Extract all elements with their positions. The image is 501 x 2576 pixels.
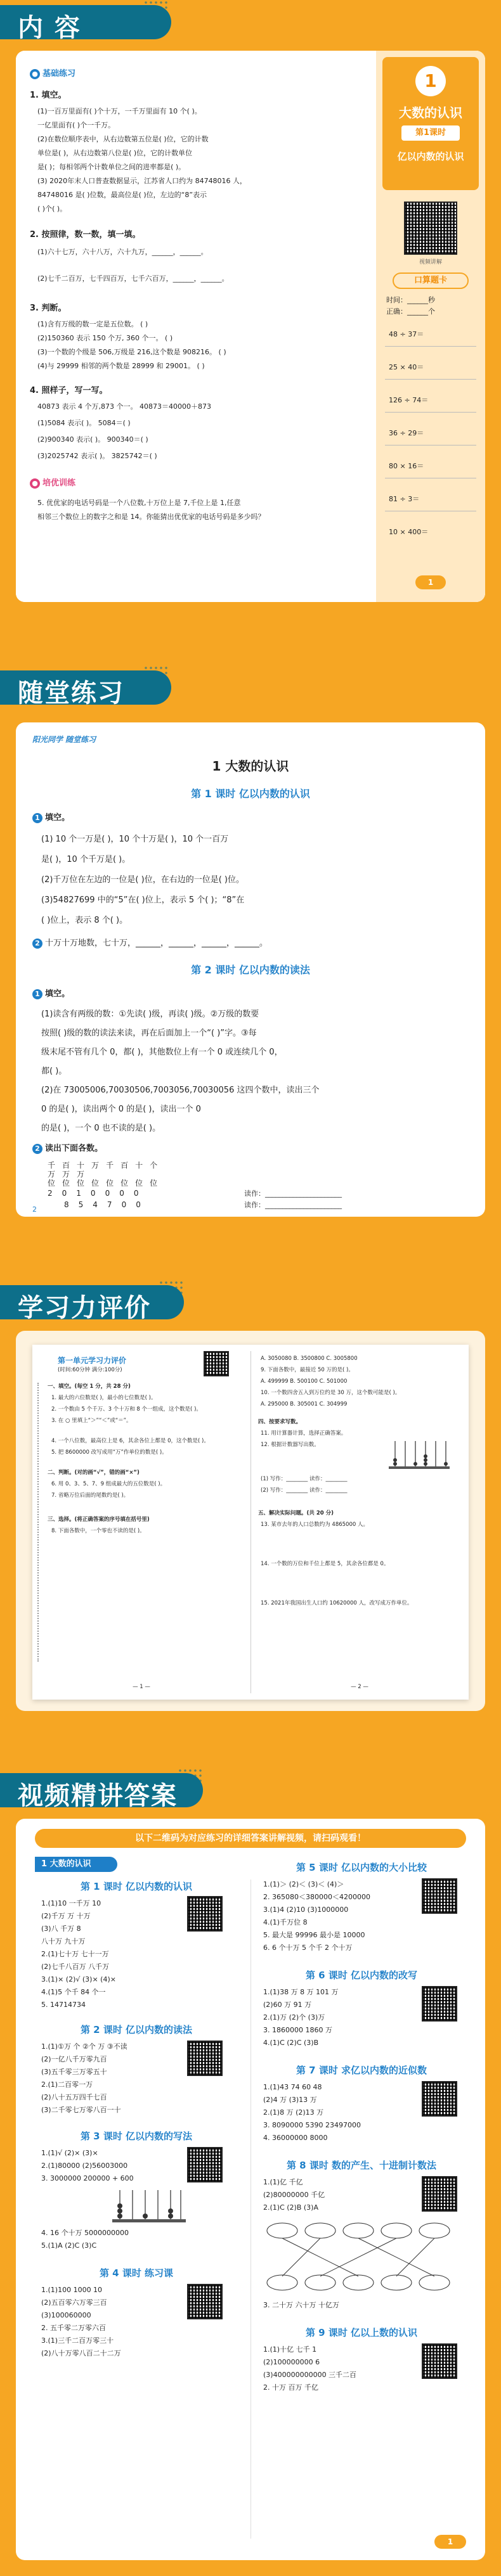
lesson-label: 第1课时	[401, 125, 460, 141]
q1-line: ( )个( )。	[37, 205, 67, 213]
lesson-title: 亿以内数的认识	[397, 151, 464, 162]
q3-title: 3. 判断。	[30, 304, 67, 313]
answer-line: 5. 最大是 99996 最小是 10000	[263, 1931, 365, 1939]
q1-line: 84748016 是( )位数，最高位是( )位，左边的“8”表示	[37, 191, 207, 199]
l2-q2-title	[32, 1143, 103, 1155]
q3-line: (1)含有万级的数一定是五位数。 ( )	[37, 320, 148, 328]
eval-section: 五、解决实际问题。(共 20 分)	[258, 1510, 334, 1516]
answer-line: 1.(1)10 一千万 10	[41, 1899, 101, 1907]
answer-line: 2.(1)8 万 (2)13 万	[263, 2108, 324, 2117]
q4-line: 40873 表示 4 个万,873 个一。 40873＝40000＋873	[37, 402, 211, 411]
oral-item: 25 × 40＝	[389, 363, 424, 371]
th: 百	[120, 1161, 136, 1170]
eval-line: 6. 用 0、3、5、7、9 组成最大的五位数是( )。	[51, 1481, 166, 1487]
answer-block-title: 第 7 课时 求亿以内数的近似数	[296, 2065, 427, 2076]
answer-line: (2)100000000 6	[263, 2358, 320, 2366]
read-label: 读作：______________________	[244, 1201, 342, 1209]
advanced-title	[30, 478, 75, 489]
th: 位	[91, 1179, 107, 1188]
answer-line: 2. 十万 百万 千亿	[263, 2383, 318, 2392]
brand-logo: 阳光同学 随堂练习	[32, 735, 96, 744]
table-row	[64, 1200, 150, 1209]
answer-block-title: 第 4 课时 练习课	[99, 2267, 174, 2279]
eval-line: 11. 用计算器计算，选择正确答案。	[261, 1430, 347, 1437]
th: 万	[91, 1161, 107, 1170]
td: 1	[76, 1189, 91, 1198]
eval-line: 10. 一个数四舍五入到万位约是 30 万，这个数可能是( )。	[261, 1390, 401, 1396]
l2-line: 0 的是( )，读出两个 0 的是( )，读出一个 0	[41, 1105, 201, 1114]
read-label: 读作：______________________	[244, 1189, 342, 1198]
th: 位	[135, 1179, 150, 1188]
eval-line: (1) 写作：________ 读作：________	[261, 1476, 348, 1482]
divider	[385, 379, 476, 380]
content-page	[16, 51, 485, 602]
qr-code-icon[interactable]	[204, 1351, 229, 1376]
l1-q1-title	[32, 812, 70, 824]
lesson2-title: 第 2 课时 亿以内数的读法	[191, 964, 310, 976]
td: 2	[48, 1189, 62, 1198]
section-header-content	[0, 0, 190, 42]
oral-item: 80 × 16＝	[389, 462, 424, 470]
answer-line: 3.(1)× (2)√ (3)× (4)×	[41, 1975, 116, 1983]
qr-code-icon[interactable]	[404, 202, 457, 255]
q4-line: (1)5084 表示( )。 5084＝( )	[37, 419, 131, 427]
answer-line: 1.(1)43 74 60 48	[263, 2083, 322, 2091]
answer-line: 2.(1)80000 (2)56003000	[41, 2162, 128, 2170]
answer-line: (3)400000000000 三千二百	[263, 2371, 357, 2379]
page-number: 1	[434, 2535, 466, 2549]
qr-code-icon[interactable]	[422, 2176, 457, 2212]
decor-dots	[143, 665, 169, 691]
th: 位	[106, 1179, 121, 1188]
section-header-practice	[0, 665, 190, 708]
answer-line: 3. 3000000 200000 + 600	[41, 2174, 134, 2182]
binding-line	[37, 1383, 42, 1662]
td: 0	[136, 1200, 150, 1209]
q4-line: (2)900340 表示( )。 900340＝( )	[37, 435, 148, 444]
answer-line: 八十万 九十万	[41, 1937, 86, 1945]
q-number-icon: 1	[32, 813, 42, 823]
eval-line: 3. 在 ○ 里填上“＞”“＜”或“＝”。	[51, 1418, 132, 1424]
oral-item: 36 ÷ 29＝	[389, 429, 424, 437]
th: 万	[48, 1170, 63, 1179]
td: 4	[93, 1200, 107, 1209]
l2-line: 都( )。	[41, 1067, 67, 1076]
decor-dots	[159, 1280, 184, 1305]
qr-code-icon[interactable]	[187, 2041, 223, 2076]
section-title: 内 容	[18, 13, 81, 42]
q3-line: (2)150360 表示 150 个万, 360 个一。 ( )	[37, 334, 173, 342]
unit-box	[382, 57, 479, 190]
eval-line: 14. 一个数的万位和千位上都是 5，其余各位都是 0。	[261, 1561, 389, 1567]
time-label: 时间：______秒	[386, 296, 435, 304]
answer-line: 4. 36000000 8000	[263, 2134, 328, 2142]
oral-item: 126 ÷ 74＝	[389, 396, 429, 404]
eval-section: 四、按要求写数。	[258, 1419, 302, 1425]
eval-line: 5. 把 8600000 改写成用“万”作单位的数是( )。	[51, 1449, 167, 1456]
page-number: 1	[415, 575, 446, 589]
eval-sub: (时间:60分钟 满分:100分)	[58, 1367, 122, 1373]
th: 位	[48, 1179, 63, 1188]
abacus-icon	[387, 1439, 451, 1470]
matching-diagram	[263, 2218, 453, 2294]
eval-line: (2) 写作：________ 读作：________	[261, 1487, 348, 1494]
answer-line: 1.(1)＞ (2)＜ (3)＜ (4)＞	[263, 1880, 344, 1888]
l1-line: 是( )，10 个千万是( )。	[41, 855, 131, 864]
oral-item: 10 × 400＝	[389, 528, 429, 536]
q3-line: (3)一个数的个级是 506,万级是 216,这个数是 908216。 ( )	[37, 348, 226, 356]
answer-block-title: 第 6 课时 亿以内数的改写	[305, 1970, 418, 1981]
l2-line: (2)在 73005006,70030506,7003056,70030056 这四个数中，读出三个	[41, 1086, 320, 1095]
l1-line: (3)54827699 中的“5”在( )位上，表示 5 个( )；“8”在	[41, 895, 245, 905]
td: 0	[119, 1189, 134, 1198]
td: 0	[62, 1189, 77, 1198]
answer-line: (3)八 千万 8	[41, 1925, 81, 1933]
answer-line: 3. 1860000 1860 万	[263, 2026, 332, 2034]
oral-item: 81 ÷ 3＝	[389, 495, 420, 503]
table-head-row3	[48, 1177, 164, 1188]
answer-line: 1.(1)十亿 七千 1	[263, 2345, 317, 2354]
practice-page-card	[16, 722, 485, 1217]
answer-line: 3. 8090000 5390 23497000	[263, 2121, 361, 2129]
q-number-icon: 2	[32, 939, 42, 949]
answer-line: (2)60 万 91 万	[263, 2001, 312, 2009]
answer-line: 5.(1)A (2)C (3)C	[41, 2241, 97, 2250]
q1-line: 单位是( )，从右边数第八位是( )位，它的计数单位	[37, 149, 193, 157]
q1-line: (3) 2020年末人口普查数据显示，江苏省人口约为 84748016 人，	[37, 177, 247, 185]
advanced-title-text: 培优训练	[42, 478, 76, 488]
q2-title: 2. 按照律，数一数，填一填。	[30, 230, 141, 240]
oral-card-title: 口算题卡	[393, 272, 469, 289]
basic-title-text: 基础练习	[42, 69, 76, 79]
answer-line: (2)八十万零八百二十二万	[41, 2349, 121, 2357]
page-number: — 2 —	[351, 1684, 368, 1690]
qr-code-icon[interactable]	[422, 1878, 457, 1914]
unit-number: 1	[415, 66, 446, 96]
td: 8	[64, 1200, 79, 1209]
answer-line: (2)4 万 (3)13 万	[263, 2096, 317, 2104]
qr-code-icon[interactable]	[422, 2081, 457, 2117]
answer-line: (2)五百零六万零三百	[41, 2298, 107, 2307]
eval-line: 13. 某市去年的人口总数约为 4865000 人。	[261, 1522, 368, 1528]
q1-line: 是( )；每相邻两个计数单位之间的进率都是( )。	[37, 163, 186, 171]
answer-line: 2.(1)二百零一万	[41, 2080, 93, 2089]
td: 0	[105, 1189, 120, 1198]
read-label-text: 读作：	[244, 1189, 265, 1198]
l1-line: ( )位上，表示 8 个( )。	[41, 916, 128, 925]
table-row	[48, 1189, 148, 1198]
q5-line: 相邻三个数位上的数字之和是 14。你能猜出优优家的电话号码是多少吗？	[37, 513, 265, 521]
answer-line: 2. 365080＜380000＜4200000	[263, 1893, 370, 1901]
answer-block-title: 第 3 课时 亿以内数的写法	[80, 2131, 193, 2142]
q4-title: 4. 照样子，写一写。	[30, 386, 108, 395]
section-title: 学习力评价	[18, 1293, 151, 1323]
unit-title: 大数的认识	[399, 105, 462, 120]
answer-line: 3. 二十万 六十万 十亿万	[263, 2301, 339, 2309]
divider	[385, 346, 476, 347]
th: 千	[48, 1161, 63, 1170]
answer-line: 4.(1)千万位 8	[263, 1918, 308, 1926]
l1-q1-text: 填空。	[45, 813, 70, 823]
q2-line: (2)七千二百万，七千四百万，七千六百万，______，______。	[37, 274, 229, 283]
section-header-eval	[0, 1280, 190, 1323]
th: 十	[77, 1161, 92, 1170]
q1-line: (2)在数位顺序表中，从右边数第五位是( )位，它的计数	[37, 135, 209, 143]
l2-q2-text: 读出下面各数。	[45, 1144, 103, 1153]
eval-line: A. 499999 B. 500100 C. 501000	[261, 1378, 348, 1385]
answer-block-title: 第 2 课时 亿以内数的读法	[80, 2024, 193, 2035]
page-number: 2	[32, 1205, 37, 1214]
correct-label: 正确：______个	[386, 307, 435, 316]
td: 0	[133, 1189, 148, 1198]
th: 千	[106, 1161, 121, 1170]
eval-section: 一、填空。(每空 1 分，共 28 分)	[48, 1383, 131, 1390]
answer-line: 5. 14714734	[41, 2001, 86, 2009]
eval-line: 15. 2021年我国出生人口约 10620000 人，改写成万作单位。	[261, 1600, 413, 1606]
th: 位	[77, 1179, 92, 1188]
th: 位	[62, 1179, 77, 1188]
td: 7	[107, 1200, 122, 1209]
basic-practice-title	[30, 68, 75, 80]
eval-sheet	[32, 1345, 469, 1700]
th: 十	[135, 1161, 150, 1170]
answer-line: (2)一亿八千万零九百	[41, 2055, 107, 2063]
l1-q2	[32, 938, 268, 949]
eval-line: 8. 下面各数中，一个零也不读的是( )。	[51, 1528, 145, 1534]
read-label-text: 读作：	[244, 1201, 265, 1209]
answer-line: (2)八十五万四千七百	[41, 2093, 107, 2101]
section-tab	[0, 1773, 203, 1810]
eval-card	[16, 1331, 485, 1711]
l1-line: (2)千万位在左边的一位是( )位，在右边的一位是( )位。	[41, 875, 244, 885]
eval-line: 7. 省略万位后面的尾数约是( )。	[51, 1492, 129, 1499]
eval-section: 三、选择。(将正确答案的序号填在括号里)	[48, 1516, 150, 1523]
answer-block-title: 第 1 课时 亿以内数的认识	[80, 1881, 193, 1892]
q-number-icon: 2	[32, 1144, 42, 1154]
th: 万	[62, 1170, 77, 1179]
q2-line: (1)六十七万，六十八万，六十九万，______，______。	[37, 248, 208, 256]
answer-block-title: 第 9 课时 亿以上数的认识	[305, 2327, 418, 2338]
answer-line: (3)二千零七万零八百一十	[41, 2106, 121, 2114]
answer-line: 4. 16 个十万 5000000000	[41, 2229, 129, 2237]
eval-line: A. 3050080 B. 3500800 C. 3005800	[261, 1355, 358, 1362]
th: 位	[150, 1179, 165, 1188]
answer-line: 4.(1)5 个千 84 个一	[41, 1988, 106, 1996]
l1-line: (1) 10 个一万是( )，10 个十万是( )，10 个一百万	[41, 835, 229, 844]
qr-code-icon[interactable]	[422, 1986, 457, 2022]
q5-line: 5. 优优家的电话号码是一个八位数,十万位上是 7,千位上是 1,任意	[37, 499, 241, 507]
eval-left-title: 第一单元学习力评价	[58, 1356, 127, 1365]
qr-code-icon[interactable]	[187, 2284, 223, 2319]
answer-line: (2)80000000 千亿	[263, 2191, 325, 2199]
page-number: — 1 —	[133, 1684, 150, 1690]
unit-pill: 1 大数的认识	[35, 1857, 117, 1872]
th: 万	[77, 1170, 92, 1179]
answer-line: 2.(1)万 (2)个 (3)万	[263, 2013, 325, 2022]
answer-line: 2. 五千零二万零六百	[41, 2324, 106, 2332]
qr-label: 视频讲解	[419, 259, 442, 266]
answers-card	[16, 1819, 485, 2560]
answer-block-title: 第 5 课时 亿以内数的大小比较	[296, 1862, 427, 1873]
answer-line: 4.(1)C (2)C (3)B	[263, 2039, 319, 2047]
eval-line: 9. 下面各数中，最接近 50 万的是( )。	[261, 1367, 354, 1373]
eval-line: 2. 一个数由 5 个千万、3 个十万和 8 个一组成，这个数是( )。	[51, 1406, 202, 1413]
q1-line: (1)一百万里面有( )个十万，一千万里面有 10 个( )。	[37, 107, 202, 115]
eval-line: 12. 根据计数器写出数。	[261, 1442, 320, 1448]
answer-line: (2)七千八百万 八千万	[41, 1963, 110, 1971]
td: 0	[90, 1189, 105, 1198]
l2-line: 级末尾不管有几个 0，都( )，其他数位上有一个 0 或连续几个 0，	[41, 1048, 283, 1057]
answer-line: 2.(1)七十万 七十一万	[41, 1950, 109, 1958]
answers-banner: 以下二维码为对应练习的详细答案讲解视频，请扫码观看！	[35, 1829, 466, 1848]
q-number-icon: 1	[32, 989, 42, 999]
answer-line: (3)100060000	[41, 2311, 91, 2319]
l2-q1-title	[32, 989, 70, 1000]
divider	[385, 412, 476, 413]
oral-item: 48 ÷ 37＝	[389, 330, 424, 338]
answer-line: 1.(1)①万 个 ②个 万 ③不读	[41, 2042, 127, 2051]
abacus-icon	[111, 2186, 187, 2224]
answer-line: (3)五千零三万零五十	[41, 2068, 107, 2076]
answer-line: 1.(1)38 万 8 万 101 万	[263, 1988, 339, 1996]
lesson1-title: 第 1 课时 亿以内数的认识	[191, 788, 310, 800]
section-tab	[0, 1285, 184, 1323]
section-title: 随堂练习	[18, 679, 124, 708]
answer-line: 3.(1)4 (2)10 (3)1000000	[263, 1906, 349, 1914]
q4-line: (3)2025742 表示( )。 3825742＝( )	[37, 452, 157, 460]
answer-line: 3.(1)三千二百万零三十	[41, 2336, 114, 2345]
eval-section: 二、判断。(对的画“√”，错的画“×”)	[48, 1470, 140, 1476]
th: 位	[120, 1179, 136, 1188]
td: 0	[121, 1200, 136, 1209]
eval-line: 1. 最大的六位数是( )，最小的七位数是( )。	[51, 1395, 157, 1401]
q1-title: 1. 填空。	[30, 91, 67, 100]
th: 个	[150, 1161, 165, 1170]
eval-line: A. 295000 B. 305001 C. 304999	[261, 1401, 348, 1407]
l2-line: (1)读含有两级的数：①先读( )级，再读( )级。②万级的数要	[41, 1009, 259, 1019]
th: 百	[62, 1161, 77, 1170]
td: 5	[78, 1200, 93, 1209]
chapter-title: 1 大数的认识	[212, 759, 289, 774]
l1-q2-text: 十万十万地数，七十万，______，______，______，______。	[45, 939, 268, 948]
section-header-answers	[0, 1768, 190, 1810]
content-sidebar	[376, 51, 485, 602]
l2-line: 按照( )级的数的读法来读，再在后面加上一个“( )”字。③每	[41, 1028, 257, 1038]
qr-code-icon[interactable]	[422, 2343, 457, 2379]
answer-line: 2.(1)C (2)B (3)A	[263, 2203, 318, 2212]
answer-line: 6. 6 个十万 5 个千 2 个十万	[263, 1944, 353, 1952]
answer-line: 1.(1)亿 千亿	[263, 2178, 303, 2186]
answer-line: 1.(1)√ (2)× (3)×	[41, 2149, 98, 2157]
answer-line: 1.(1)100 1000 10	[41, 2286, 103, 2294]
l2-line: 的是( )，一个 0 也不读的是( )。	[41, 1124, 161, 1133]
qr-code-icon[interactable]	[187, 2147, 223, 2182]
q1-line: 一亿里面有( )个一千万。	[37, 121, 115, 129]
content-page-card	[16, 51, 485, 602]
l2-q1-text: 填空。	[45, 989, 70, 999]
qr-code-icon[interactable]	[187, 1896, 223, 1932]
answer-block-title: 第 8 课时 数的产生、十进制计数法	[286, 2160, 437, 2171]
eval-line: 4. 一个八位数，最高位上是 6，其余各位上都是 0，这个数是( )。	[51, 1438, 209, 1444]
q3-line: (4)与 29999 相邻的两个数是 28999 和 29001。 ( )	[37, 362, 205, 370]
section-title: 视频精讲答案	[18, 1781, 178, 1810]
decor-dots	[143, 0, 169, 25]
flag-icon: ●	[30, 478, 40, 489]
answer-line: (2)千万 万 十万	[41, 1912, 91, 1920]
decor-dots	[178, 1768, 203, 1793]
flag-icon: ●	[30, 69, 40, 79]
